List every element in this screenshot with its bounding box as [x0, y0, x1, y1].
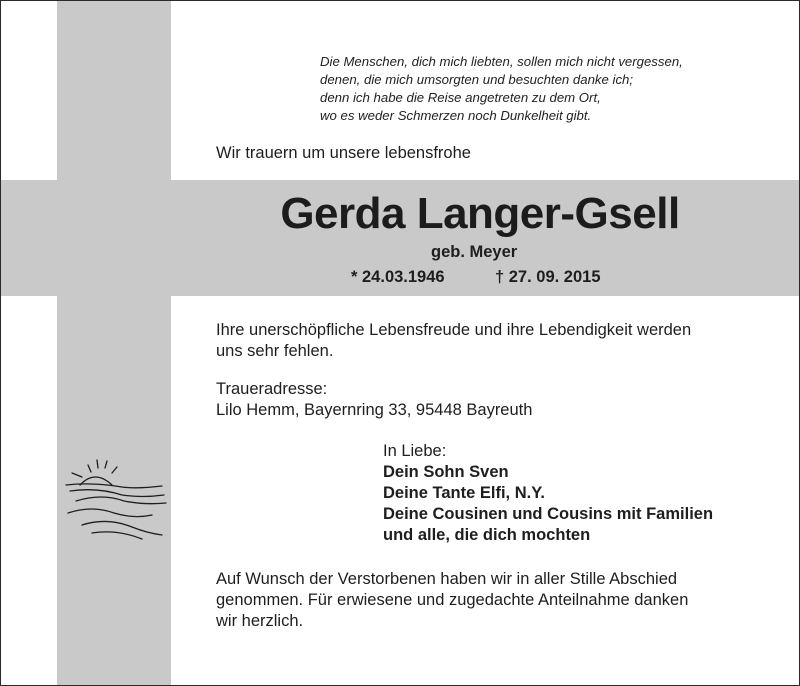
closing-line: genommen. Für erwiesene und zugedachte Anteilnahme danken	[216, 591, 689, 609]
mourner-name: und alle, die dich mochten	[383, 526, 591, 544]
poem	[320, 53, 683, 125]
poem-line: denn ich habe die Reise angetreten zu dem Ort,	[320, 90, 601, 105]
mourners-block	[383, 441, 713, 546]
tribute-line: Ihre unerschöpfliche Lebensfreude und ihre Lebendigkeit werden	[216, 321, 692, 339]
mourners-intro: In Liebe:	[383, 442, 447, 460]
death-date: † 27. 09. 2015	[495, 268, 601, 286]
mourner-name: Deine Tante Elfi, N.Y.	[383, 484, 545, 502]
sunset-landscape-icon	[62, 455, 168, 545]
intro-text: Wir trauern um unsere lebensfrohe	[216, 144, 471, 162]
poem-line: denen, die mich umsorgten und besuchten danke ich;	[320, 72, 634, 87]
address-label: Traueradresse:	[216, 380, 328, 398]
poem-line: Die Menschen, dich mich liebten, sollen mich nicht vergessen,	[320, 54, 683, 69]
tribute-line: uns sehr fehlen.	[216, 342, 334, 360]
mourner-name: Deine Cousinen und Cousins mit Familien	[383, 505, 714, 523]
closing-text	[216, 569, 688, 632]
mourner-name: Dein Sohn Sven	[383, 463, 509, 481]
tribute-text	[216, 320, 691, 362]
mourning-address	[216, 379, 532, 421]
maiden-name: geb. Meyer	[431, 243, 518, 261]
address-line: Lilo Hemm, Bayernring 33, 95448 Bayreuth	[216, 401, 533, 419]
birth-date: * 24.03.1946	[351, 268, 445, 286]
closing-line: Auf Wunsch der Verstorbenen haben wir in aller Stille Abschied	[216, 570, 678, 588]
deceased-name: Gerda Langer-Gsell	[280, 189, 680, 238]
poem-line: wo es weder Schmerzen noch Dunkelheit gibt.	[320, 108, 592, 123]
closing-line: wir herzlich.	[216, 612, 304, 630]
